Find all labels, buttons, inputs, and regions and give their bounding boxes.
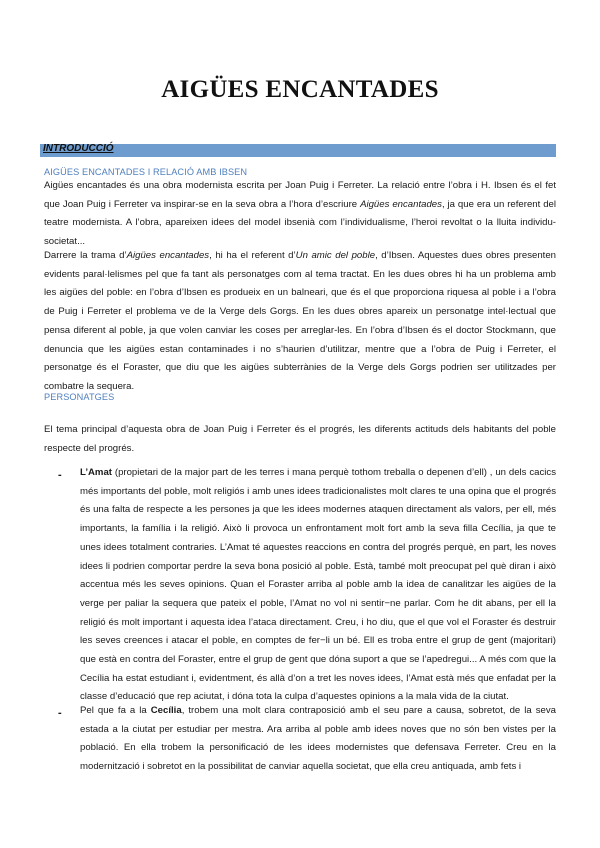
intro-p2-a: Darrere la trama d’ <box>44 250 127 261</box>
cecilia-paragraph <box>80 702 556 777</box>
cecilia-name: Cecília <box>150 705 182 716</box>
subheading-personatges: PERSONATGES <box>44 392 115 402</box>
amat-name: L’Amat <box>80 467 112 478</box>
intro-p2-italic-1: Aigües encantades <box>126 250 210 261</box>
cecilia-pre: Pel que fa a la <box>80 705 151 716</box>
intro-p1-text: Aigües encantades és una obra modernista escrita per Joan Puig i Ferreter. La relació entre l’obra i H. Ibsen és el fet que Joan Puig i Ferreter va inspirar-se en la seva obra a l’hora d’escriure <box>44 180 556 210</box>
intro-p1-italic: Aigües encantades <box>360 198 442 210</box>
subheading-relation: AIGÜES ENCANTADES I RELACIÓ AMB IBSEN <box>44 167 248 177</box>
bullet-marker-cecilia: - <box>58 707 62 719</box>
cecilia-text: , trobem una molt clara contraposició amb el seu pare a causa, sobretot, de la seva estada a la ciutat per estudiar per mestra. Ara arriba al poble amb idees noves que no són ben vistes per la població. En ella trobem la personificació de les idees modernistes que defensava Ferreter. Creu en la modernització i sobretot en la possibilitat de canviar aquella societat, que ella creu antiquada, amb fets i <box>80 705 556 773</box>
section-heading-introduccio: INTRODUCCIÓ <box>43 143 114 154</box>
intro-p1-end: , ja que era un referent del teatre modernista. A l’obra, apareixen idees del model ibsenià com l’individualisme, l’heroi revoltat o la lluita individu-societat... <box>44 198 556 248</box>
intro-paragraph-2 <box>44 247 556 397</box>
amat-text: (propietari de la major part de les terres i mana perquè tothom treballa o depenen d’ell) , un dels cacics més importants del poble, molt religiós i amb unes idees tradicionalistes molt clares te una opina que el progrés és una falta de respecte a les persones ja que les idees modernes ataquen directament als valors, per ell, més importants, la família i la religió. Això li provoca un enfrontament molt fort amb la seva filla Cecília, ja que te unes idees totalment contraries. L’Amat té aquestes reaccions en contra del progrés perquè, en part, les noves idees li podrien comportar perdre la seva bona posició al poble. Està, també molt preocupat pel què diran i això accentua més les seves opinions. Quan el Foraster arriba al poble amb la idea de canalitzar les aigües de la verge per paliar la sequera que pateix el poble, l’Amat no vol ni sentir−ne parlar. Com he dit abans, per ell la religió és molt important i aquesta idea l’ataca directament. Creu, i ho diu, que el que vol el Foraster és destruir les seves creences i atacar el poble, en comptes de fer−li un bé. Ell es troba entre el grup de gent (majoritari) que està en contra del Foraster, entre el grup de gent que dóna suport a que se l’apedregui... A més com que la Cecília ha estat estudiant i, evidentment, és allà d’on a tret les noves idees, l’Amat està més que enfadat per la classe d’educació que rep aciutat, i dóna tota la culpa d’aquestes opinions a la mala vida de la ciutat. <box>80 467 556 703</box>
bullet-marker-amat: - <box>58 469 62 481</box>
intro-paragraph-1 <box>44 177 556 252</box>
intro-p2-b: , hi ha el referent d’ <box>209 250 296 261</box>
document-title: AIGÜES ENCANTADES <box>161 76 439 103</box>
intro-p2-c: , d’Ibsen. Aquestes dues obres presenten evidents paral·lelismes pel que fa tant als personatges com al tema tractat. En les dues obres hi ha un problema amb les aigües del poble: en l’obra d’Ibsen es produeix en un balneari, que és el que proporciona riquesa al poble i a l’obra de Puig i Ferreter el problema ve de la Verge dels Gorgs. En les dues obres apareix un personatge intel·lectual que pensa diferent al poble, ja que volen canviar les coses per arreglar-les. En l’obra d’Ibsen és el doctor Stockmann, que denuncia que les aigües estan contaminades i no s’haurien d’utilitzar, mentre que a l’obra de Puig i Ferreter, el personatge és el Foraster, que diu que les aigües subterrànies de la Verge dels Gorgs podrien ser utilitzades per combatre la sequera. <box>44 250 557 392</box>
characters-intro-paragraph: El tema principal d’aquesta obra de Joan Puig i Ferreter és el progrés, les diferents actituds dels habitants del poble respecte del progrés. <box>44 424 556 454</box>
intro-p2-italic-2: Un amic del poble <box>295 250 376 261</box>
amat-paragraph <box>80 464 556 707</box>
section-band-introduccio <box>40 144 556 157</box>
